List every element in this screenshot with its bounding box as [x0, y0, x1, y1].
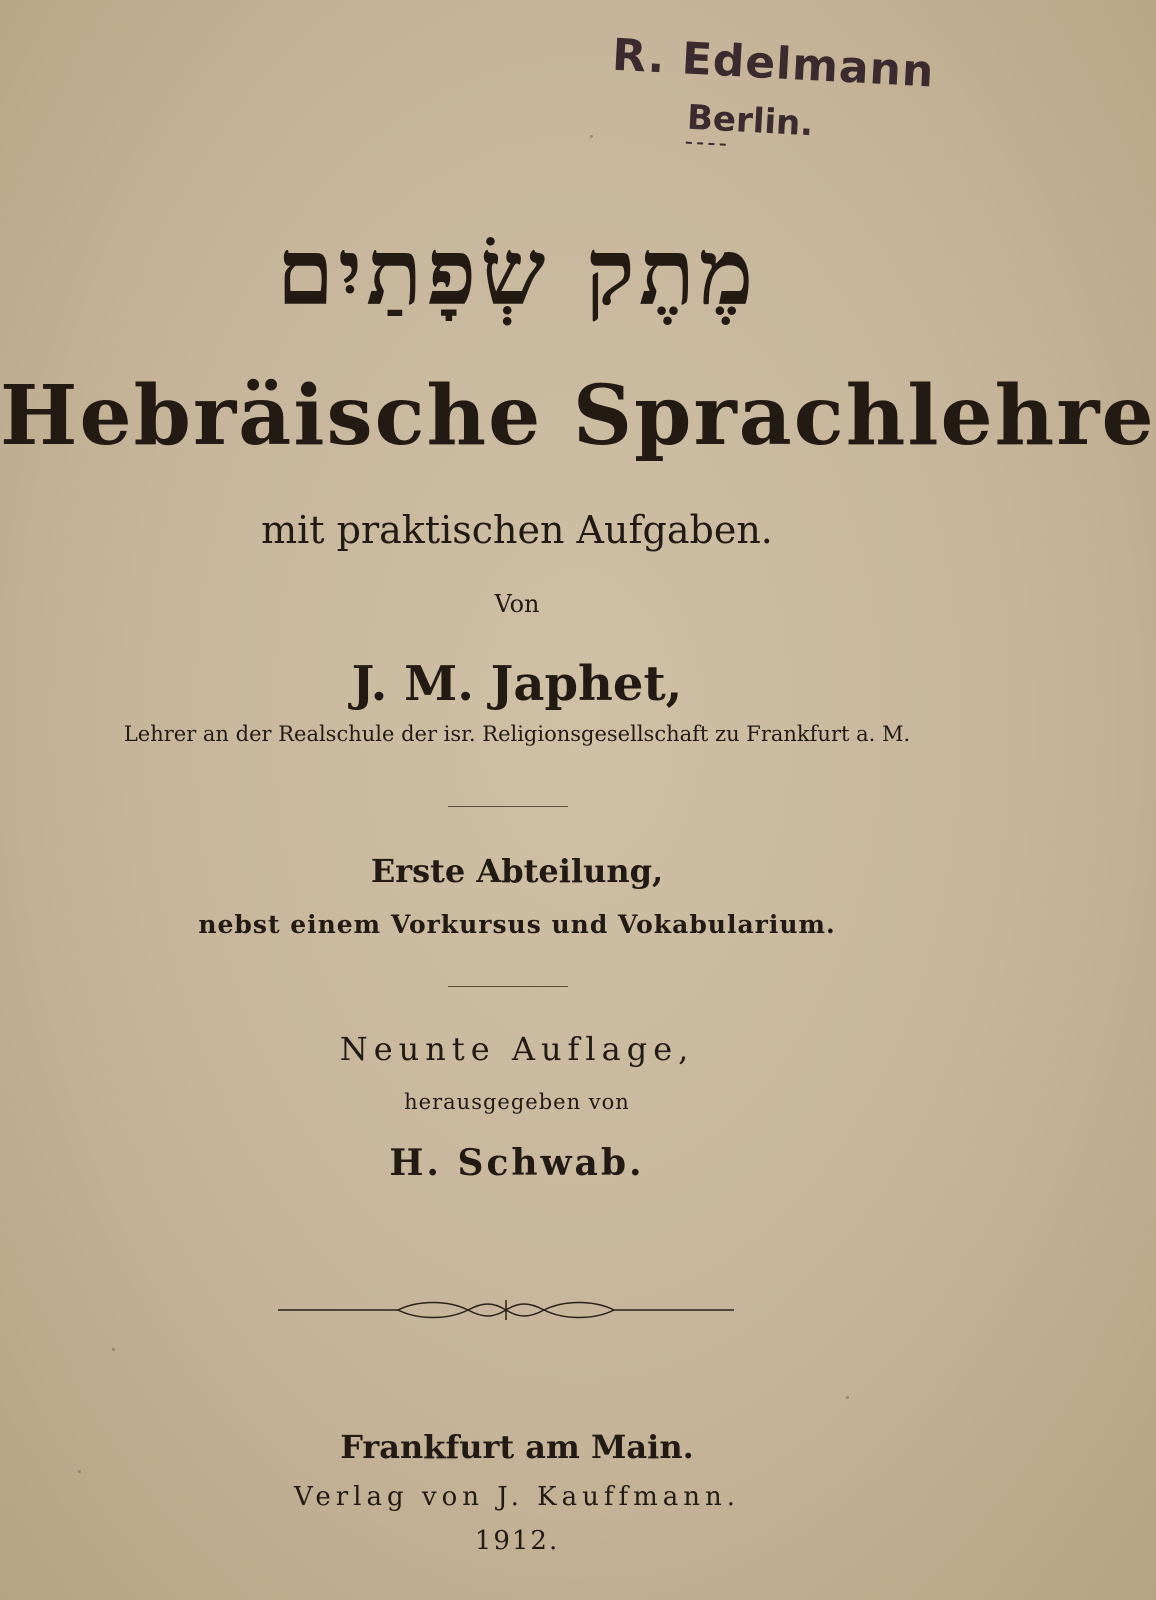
- paper-fleck: [78, 1470, 81, 1473]
- paper-fleck: [112, 1348, 115, 1351]
- publisher: Verlag von J. Kauffmann.: [293, 1482, 741, 1512]
- ownership-stamp: [597, 29, 943, 177]
- part-description: nebst einem Vorkursus und Vokabularium.: [198, 910, 836, 939]
- editor-name: H. Schwab.: [389, 1142, 645, 1184]
- stamp-city: Berlin.: [686, 97, 815, 145]
- book-subtitle: mit praktischen Aufgaben.: [261, 508, 773, 552]
- paper-fleck: [590, 135, 593, 138]
- publication-year: 1912.: [474, 1526, 560, 1556]
- editor-label: herausgegeben von: [404, 1090, 630, 1114]
- by-label: Von: [494, 590, 540, 618]
- ornamental-rule: [278, 1296, 734, 1324]
- edition-label: Neunte Auflage,: [339, 1030, 695, 1068]
- part-label: Erste Abteilung,: [370, 852, 664, 890]
- author-description: Lehrer an der Realschule der isr. Religionsgesellschaft zu Frankfurt a. M.: [123, 722, 911, 746]
- book-title: Hebräische Sprachlehre: [0, 368, 1156, 464]
- divider-rule: [448, 986, 568, 987]
- author-name: J. M. Japhet,: [351, 656, 683, 712]
- divider-rule: [448, 806, 568, 807]
- hebrew-title: מֶתֶק שְׂפָתַיִם: [276, 218, 758, 326]
- stamp-underline: [686, 142, 726, 146]
- publication-city: Frankfurt am Main.: [340, 1428, 694, 1466]
- paper-fleck: [846, 1396, 849, 1399]
- stamp-name: R. Edelmann: [610, 29, 936, 98]
